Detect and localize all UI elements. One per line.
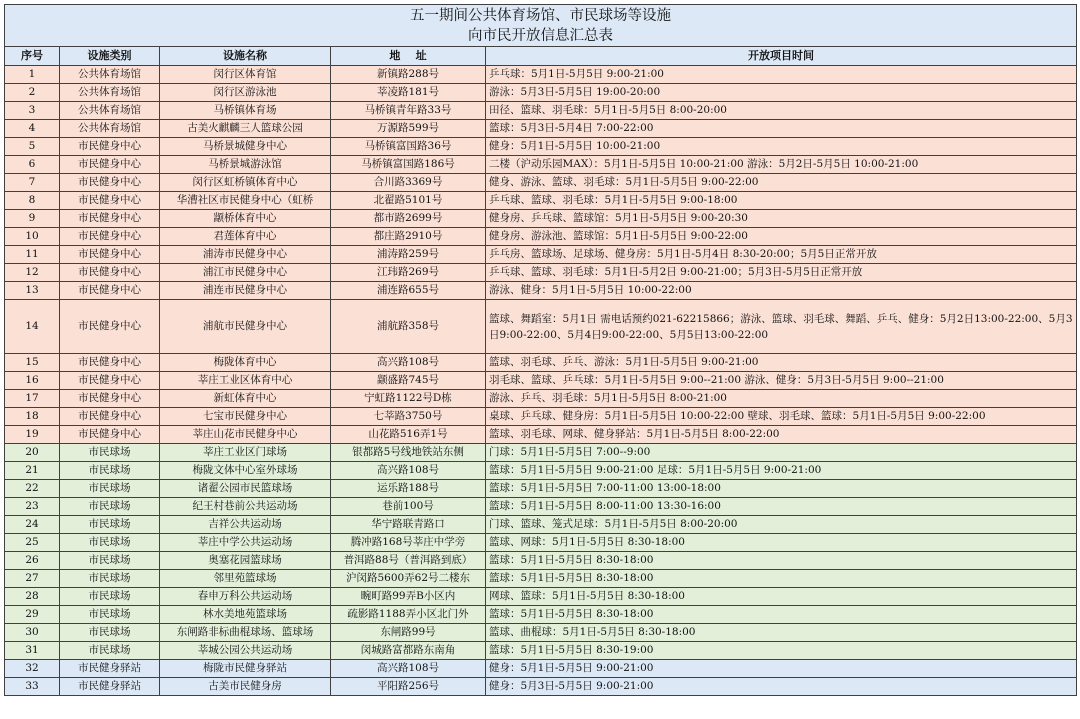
- row-address: 颛盛路745号: [331, 372, 486, 390]
- row-schedule: 门球、篮球、笼式足球：5月1日-5月5日 8:00-20:00: [486, 516, 1077, 534]
- row-category: 市民健身中心: [60, 156, 160, 174]
- row-number: 32: [5, 660, 60, 678]
- row-facility-name: 梅陇市民健身驿站: [160, 660, 331, 678]
- row-facility-name: 七宝市民健身中心: [160, 408, 331, 426]
- row-number: 16: [5, 372, 60, 390]
- row-category: 市民健身中心: [60, 210, 160, 228]
- row-schedule: 游泳、乒乓、羽毛球：5月1日-5月5日 8:00-21:00: [486, 390, 1077, 408]
- row-category: 市民球场: [60, 606, 160, 624]
- row-number: 13: [5, 282, 60, 300]
- row-category: 市民球场: [60, 480, 160, 498]
- row-number: 29: [5, 606, 60, 624]
- row-facility-name: 华漕社区市民健身中心（虹桥: [160, 192, 331, 210]
- row-address: 浦航路358号: [331, 300, 486, 354]
- row-facility-name: 闵行区体育馆: [160, 66, 331, 84]
- row-facility-name: 浦涛市民健身中心: [160, 246, 331, 264]
- table-row: [5, 642, 1077, 660]
- row-address: 都庄路2910号: [331, 228, 486, 246]
- row-category: 市民球场: [60, 534, 160, 552]
- row-schedule: 篮球、舞蹈室：5月1日 需电话预约021-62215866；游泳、篮球、羽毛球、舞蹈、乒乓、健身：5月2日13:00-22:00、5月3日9:00-22:00、5月4日9:00-22:00、5月5日13:00-22:00: [486, 300, 1077, 354]
- row-schedule: 游泳、健身：5月1日-5月5日 10:00-22:00: [486, 282, 1077, 300]
- row-schedule: 二楼（沪动乐园MAX）：5月1日-5月5日 10:00-21:00 游泳：5月2日-5月5日 10:00-21:00: [486, 156, 1077, 174]
- row-number: 9: [5, 210, 60, 228]
- row-schedule: 篮球、网球：5月1日-5月5日 8:30-18:00: [486, 534, 1077, 552]
- row-facility-name: 闵行区虹桥镇体育中心: [160, 174, 331, 192]
- row-category: 公共体育场馆: [60, 66, 160, 84]
- row-category: 市民健身中心: [60, 174, 160, 192]
- row-facility-name: 马桥镇体育场: [160, 102, 331, 120]
- row-schedule: 篮球：5月1日-5月5日 8:30-18:00: [486, 570, 1077, 588]
- row-number: 11: [5, 246, 60, 264]
- row-category: 市民健身中心: [60, 228, 160, 246]
- table-row: [5, 282, 1077, 300]
- row-category: 市民球场: [60, 588, 160, 606]
- row-number: 27: [5, 570, 60, 588]
- row-facility-name: 东闸路非标曲棍球场、篮球场: [160, 624, 331, 642]
- row-number: 28: [5, 588, 60, 606]
- row-facility-name: 古美火麒麟三人篮球公园: [160, 120, 331, 138]
- table-row: [5, 588, 1077, 606]
- row-address: 都市路2699号: [331, 210, 486, 228]
- row-category: 市民健身中心: [60, 390, 160, 408]
- row-address: 新镇路288号: [331, 66, 486, 84]
- row-number: 33: [5, 678, 60, 696]
- table-row: [5, 426, 1077, 444]
- row-category: 市民球场: [60, 462, 160, 480]
- row-schedule: 羽毛球、篮球、乒乓球：5月1日-5月5日 9:00--21:00 游泳、健身：5月3日-5月5日 9:00--21:00: [486, 372, 1077, 390]
- row-number: 5: [5, 138, 60, 156]
- row-facility-name: 马桥景城健身中心: [160, 138, 331, 156]
- row-address: 高兴路108号: [331, 462, 486, 480]
- row-category: 市民球场: [60, 642, 160, 660]
- row-schedule: 游泳：5月3日-5月5日 19:00-20:00: [486, 84, 1077, 102]
- row-number: 2: [5, 84, 60, 102]
- row-facility-name: 浦连市民健身中心: [160, 282, 331, 300]
- row-address: 山花路516弄1号: [331, 426, 486, 444]
- row-category: 公共体育场馆: [60, 102, 160, 120]
- row-facility-name: 莘庄山花市民健身中心: [160, 426, 331, 444]
- row-number: 6: [5, 156, 60, 174]
- row-facility-name: 颛桥体育中心: [160, 210, 331, 228]
- row-address: 合川路3369号: [331, 174, 486, 192]
- row-schedule: 篮球、曲棍球：5月1日-5月5日 8:30-18:00: [486, 624, 1077, 642]
- table-row: [5, 444, 1077, 462]
- row-schedule: 篮球：5月1日-5月5日 8:30-19:00: [486, 642, 1077, 660]
- row-facility-name: 新虹体育中心: [160, 390, 331, 408]
- table-row: [5, 660, 1077, 678]
- summary-sheet: [4, 4, 1076, 696]
- row-category: 公共体育场馆: [60, 120, 160, 138]
- table-row: [5, 354, 1077, 372]
- row-number: 3: [5, 102, 60, 120]
- row-category: 市民健身驿站: [60, 660, 160, 678]
- row-number: 17: [5, 390, 60, 408]
- header-address: 地 址: [331, 47, 486, 66]
- row-address: 普洱路88号（普洱路到底）: [331, 552, 486, 570]
- row-facility-name: 诸翟公园市民篮球场: [160, 480, 331, 498]
- header-no: 序号: [5, 47, 60, 66]
- row-schedule: 网球、篮球：5月1日-5月5日 8:30-18:00: [486, 588, 1077, 606]
- row-address: 万源路599号: [331, 120, 486, 138]
- table-row: [5, 552, 1077, 570]
- row-address: 七莘路3750号: [331, 408, 486, 426]
- row-category: 市民健身中心: [60, 426, 160, 444]
- row-schedule: 篮球、羽毛球、乒乓、游泳：5月1日-5月5日 9:00-21:00: [486, 354, 1077, 372]
- row-address: 浦涛路259号: [331, 246, 486, 264]
- title-line-1: 五一期间公共体育场馆、市民球场等设施: [410, 7, 672, 24]
- row-address: 东闸路99号: [331, 624, 486, 642]
- row-schedule: 健身房、乒乓球、篮球馆：5月1日-5月5日 9:00-20:30: [486, 210, 1077, 228]
- row-schedule: 篮球：5月3日-5月4日 7:00-22:00: [486, 120, 1077, 138]
- row-facility-name: 莘庄中学公共运动场: [160, 534, 331, 552]
- row-category: 市民健身驿站: [60, 678, 160, 696]
- row-address: 浦连路655号: [331, 282, 486, 300]
- row-facility-name: 奥塞花园篮球场: [160, 552, 331, 570]
- row-category: 市民健身中心: [60, 372, 160, 390]
- table-row: [5, 516, 1077, 534]
- header-row: [5, 47, 1077, 66]
- row-address: 马桥镇富国路186号: [331, 156, 486, 174]
- table-row: [5, 84, 1077, 102]
- row-number: 23: [5, 498, 60, 516]
- row-number: 31: [5, 642, 60, 660]
- table-row: [5, 534, 1077, 552]
- row-number: 21: [5, 462, 60, 480]
- row-schedule: 篮球：5月1日-5月5日 7:00-11:00 13:00-18:00: [486, 480, 1077, 498]
- row-category: 市民球场: [60, 624, 160, 642]
- table-row: [5, 462, 1077, 480]
- row-number: 19: [5, 426, 60, 444]
- row-address: 马桥镇富国路36号: [331, 138, 486, 156]
- row-facility-name: 吉祥公共运动场: [160, 516, 331, 534]
- row-schedule: 健身：5月1日-5月5日 9:00-21:00: [486, 660, 1077, 678]
- row-facility-name: 纪王村巷前公共运动场: [160, 498, 331, 516]
- row-category: 市民球场: [60, 552, 160, 570]
- row-facility-name: 浦江市民健身中心: [160, 264, 331, 282]
- row-schedule: 篮球：5月1日-5月5日 8:00-11:00 13:30-16:00: [486, 498, 1077, 516]
- row-number: 22: [5, 480, 60, 498]
- row-address: 高兴路108号: [331, 354, 486, 372]
- table-title: [5, 5, 1077, 47]
- facility-table: [4, 4, 1077, 696]
- row-number: 18: [5, 408, 60, 426]
- row-facility-name: 邻里苑篮球场: [160, 570, 331, 588]
- row-facility-name: 莘庄工业区体育中心: [160, 372, 331, 390]
- row-category: 市民健身中心: [60, 354, 160, 372]
- table-row: [5, 498, 1077, 516]
- row-number: 10: [5, 228, 60, 246]
- row-address: 疏影路1188弄小区北门外: [331, 606, 486, 624]
- row-schedule: 篮球：5月1日-5月5日 8:30-18:00: [486, 552, 1077, 570]
- header-category: 设施类别: [60, 47, 160, 66]
- row-number: 14: [5, 300, 60, 354]
- table-row: [5, 300, 1077, 354]
- row-category: 市民球场: [60, 570, 160, 588]
- table-row: [5, 246, 1077, 264]
- row-address: 宁虹路1122号D栋: [331, 390, 486, 408]
- table-row: [5, 174, 1077, 192]
- row-category: 市民健身中心: [60, 138, 160, 156]
- table-row: [5, 228, 1077, 246]
- table-row: [5, 264, 1077, 282]
- table-row: [5, 624, 1077, 642]
- row-schedule: 门球：5月1日-5月5日 7:00--9:00: [486, 444, 1077, 462]
- row-facility-name: 莘庄工业区门球场: [160, 444, 331, 462]
- table-row: [5, 606, 1077, 624]
- row-address: 江玮路269号: [331, 264, 486, 282]
- row-number: 12: [5, 264, 60, 282]
- row-address: 闵城路富都路东南角: [331, 642, 486, 660]
- row-schedule: 乒乓球、篮球、羽毛球：5月1日-5月5日 9:00-18:00: [486, 192, 1077, 210]
- header-name: 设施名称: [160, 47, 331, 66]
- table-row: [5, 120, 1077, 138]
- row-schedule: 篮球：5月1日-5月5日 8:30-18:00: [486, 606, 1077, 624]
- row-facility-name: 春申万科公共运动场: [160, 588, 331, 606]
- table-row: [5, 570, 1077, 588]
- table-row: [5, 678, 1077, 696]
- row-facility-name: 浦航市民健身中心: [160, 300, 331, 354]
- title-row: [5, 5, 1077, 47]
- row-number: 1: [5, 66, 60, 84]
- row-facility-name: 马桥景城游泳馆: [160, 156, 331, 174]
- row-number: 24: [5, 516, 60, 534]
- row-address: 平阳路256号: [331, 678, 486, 696]
- row-address: 马桥镇青年路33号: [331, 102, 486, 120]
- table-row: [5, 66, 1077, 84]
- row-schedule: 篮球：5月1日-5月5日 9:00-21:00 足球：5月1日-5月5日 9:00-21:00: [486, 462, 1077, 480]
- row-category: 市民球场: [60, 516, 160, 534]
- row-facility-name: 林水美地苑篮球场: [160, 606, 331, 624]
- row-number: 15: [5, 354, 60, 372]
- row-category: 市民球场: [60, 498, 160, 516]
- row-address: 北翟路5101号: [331, 192, 486, 210]
- row-address: 银都路5号线地铁站东侧: [331, 444, 486, 462]
- table-row: [5, 408, 1077, 426]
- row-address: 运乐路188号: [331, 480, 486, 498]
- table-row: [5, 210, 1077, 228]
- row-category: 公共体育场馆: [60, 84, 160, 102]
- row-address: 沪闵路5600弄62号二楼东: [331, 570, 486, 588]
- row-facility-name: 君莲体育中心: [160, 228, 331, 246]
- row-category: 市民健身中心: [60, 300, 160, 354]
- row-number: 30: [5, 624, 60, 642]
- row-facility-name: 闵行区游泳池: [160, 84, 331, 102]
- title-line-2: 向市民开放信息汇总表: [468, 27, 614, 44]
- row-category: 市民球场: [60, 444, 160, 462]
- table-row: [5, 156, 1077, 174]
- table-row: [5, 102, 1077, 120]
- row-number: 20: [5, 444, 60, 462]
- row-schedule: 乒乓球：5月1日-5月5日 9:00-21:00: [486, 66, 1077, 84]
- row-facility-name: 古美市民健身房: [160, 678, 331, 696]
- row-category: 市民健身中心: [60, 408, 160, 426]
- table-row: [5, 372, 1077, 390]
- table-row: [5, 390, 1077, 408]
- row-number: 26: [5, 552, 60, 570]
- row-address: 畹町路99弄B小区内: [331, 588, 486, 606]
- row-schedule: 乒乓房、篮球场、足球场、健身房：5月1日-5月4日 8:30-20:00；5月5日正常开放: [486, 246, 1077, 264]
- row-schedule: 乒乓球、篮球、羽毛球：5月1日-5月2日 9:00-21:00；5月3日-5月5日正常开放: [486, 264, 1077, 282]
- table-row: [5, 138, 1077, 156]
- row-number: 25: [5, 534, 60, 552]
- table-row: [5, 192, 1077, 210]
- row-facility-name: 梅陇文体中心室外球场: [160, 462, 331, 480]
- row-facility-name: 莘城公园公共运动场: [160, 642, 331, 660]
- row-schedule: 篮球、羽毛球、网球、健身驿站：5月1日-5月5日 8:00-22:00: [486, 426, 1077, 444]
- row-address: 巷前100号: [331, 498, 486, 516]
- row-category: 市民健身中心: [60, 246, 160, 264]
- row-schedule: 田径、篮球、羽毛球：5月1日-5月5日 8:00-20:00: [486, 102, 1077, 120]
- row-schedule: 健身：5月3日-5月5日 9:00-21:00: [486, 678, 1077, 696]
- table-row: [5, 480, 1077, 498]
- row-schedule: 桌球、乒乓球、健身房：5月1日-5月5日 10:00-22:00 壁球、羽毛球、篮球：5月1日-5月5日 9:00-22:00: [486, 408, 1077, 426]
- row-address: 莘凌路181号: [331, 84, 486, 102]
- row-number: 8: [5, 192, 60, 210]
- row-category: 市民健身中心: [60, 282, 160, 300]
- row-number: 7: [5, 174, 60, 192]
- row-number: 4: [5, 120, 60, 138]
- row-address: 华宁路联青路口: [331, 516, 486, 534]
- row-schedule: 健身房、游泳池、篮球馆：5月1日-5月5日 9:00-22:00: [486, 228, 1077, 246]
- row-schedule: 健身、游泳、篮球、羽毛球：5月1日-5月5日 9:00-22:00: [486, 174, 1077, 192]
- row-address: 腾冲路168号莘庄中学旁: [331, 534, 486, 552]
- header-schedule: 开放项目时间: [486, 47, 1077, 66]
- row-schedule: 健身：5月1日-5月5日 10:00-21:00: [486, 138, 1077, 156]
- row-facility-name: 梅陇体育中心: [160, 354, 331, 372]
- row-category: 市民健身中心: [60, 192, 160, 210]
- row-category: 市民健身中心: [60, 264, 160, 282]
- row-address: 高兴路108号: [331, 660, 486, 678]
